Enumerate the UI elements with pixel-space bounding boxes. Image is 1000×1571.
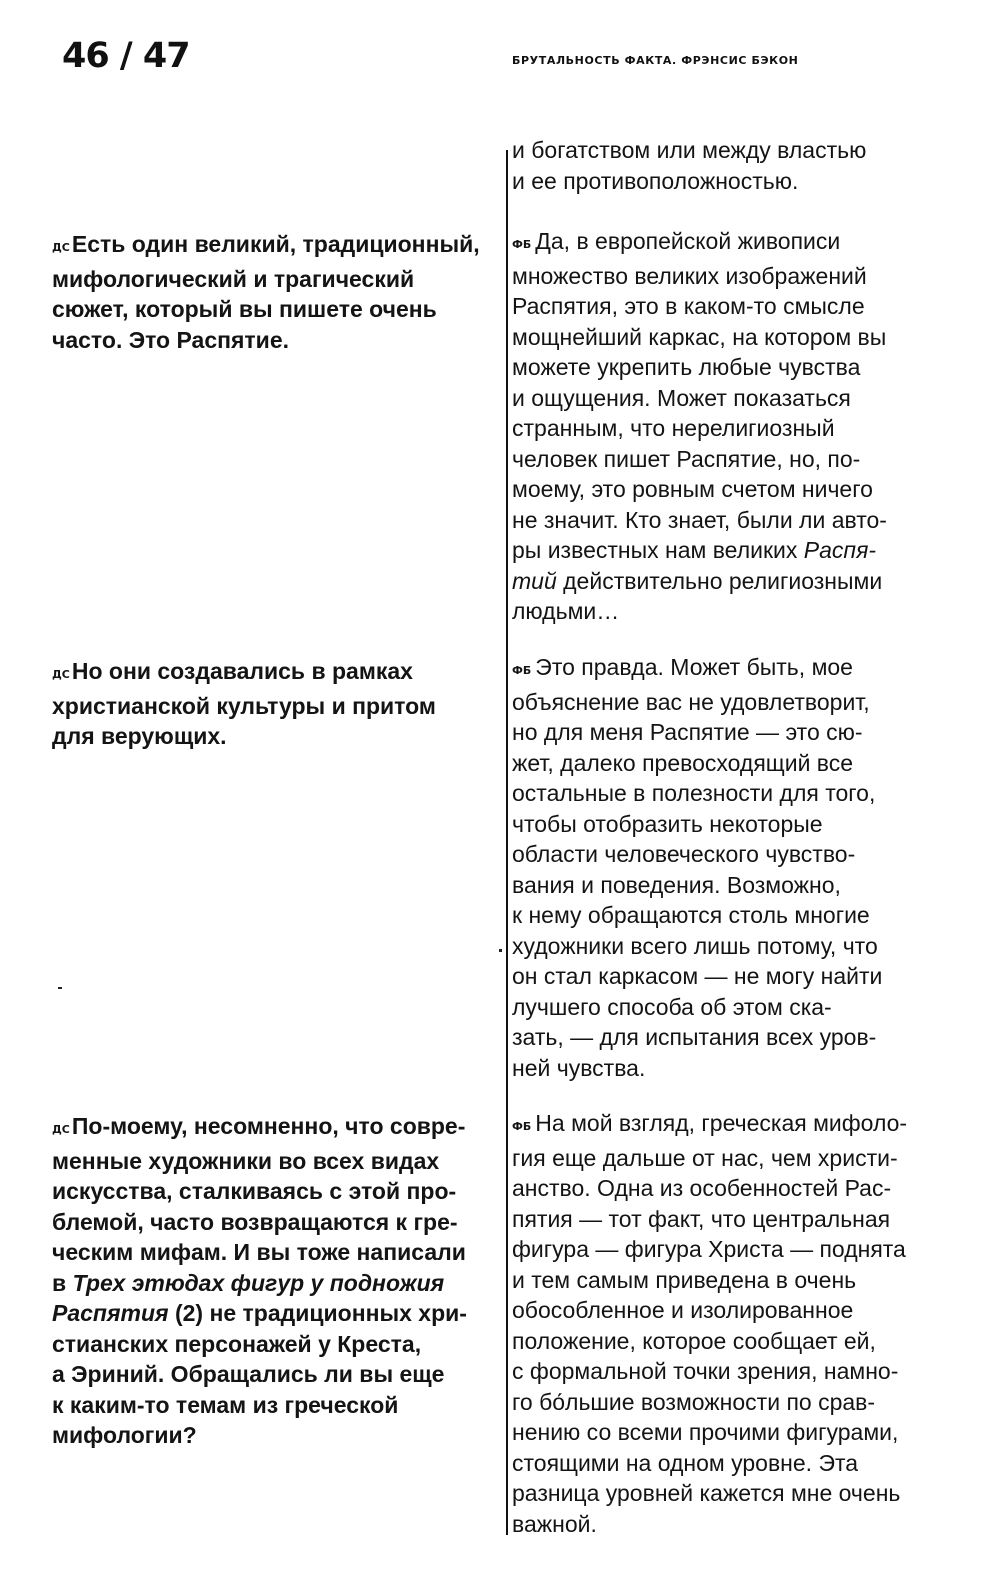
speaker-label-ds: ДС [52, 1123, 70, 1136]
question-3 [52, 1111, 502, 1451]
running-title: БРУТАЛЬНОСТЬ ФАКТА. ФРЭНСИС БЭКОН [512, 54, 799, 67]
question-3-text: По-моему, несомненно, что совре- менные художники во всех видах искусства, сталкиваясь с этой про- блемой, часто возвращаются к гре- ческим мифам. И вы тоже написали в [52, 1113, 466, 1296]
speaker-label-ds: ДС [52, 241, 70, 254]
answer-2-text: Это правда. Может быть, мое объяснение вас не удовлетворит, но для меня Распятие — это сю- жет, далеко превосходящий все остальные в полезности для того, чтобы отобразить некоторые области человеческого чувство- вания и поведения. Возможно, к нему обращаются столь многие художники всего лишь потому, что он стал каркасом — не могу найти лучшего способа об этом ска- зать, — для испытания всех уров- ней чувства. [512, 654, 883, 1081]
question-3-text-end: (2) не традиционных хри- стианских персонажей у Креста, а Эриний. Обращались ли вы еще к каким-то темам из греческой мифологии? [52, 1300, 467, 1448]
answer-3-text: На мой взгляд, греческая мифоло- гия еще дальше от нас, чем христи- анство. Одна из особенностей Рас- пятия — тот факт, что центральная фигура — фигура Христа — поднята и тем самым приведена в очень обособленное и изолированное положение, которое сообщает ей, с формальной точки зрения, намно- го бо́льшие возможности по срав- нению со всеми прочими фигурами, стоящими на одном уровне. Эта разница уровней кажется мне очень важной. [512, 1110, 908, 1537]
answer-1-text: Да, в европейской живописи множество великих изображений Распятия, это в каком-то смысле мощнейший каркас, на котором вы можете укрепить любые чувства и ощущения. Может показаться странным, что нерелигиозный человек пишет Распятие, но, по- моему, это ровным счетом ничего не значит. Кто знает, были ли авто- ры известных нам великих [512, 228, 887, 563]
artwork-title: Трех этюдах фигур у подножия Распятия [52, 1269, 445, 1326]
speaker-label-ds: ДС [52, 668, 70, 681]
answer-3 [512, 1108, 982, 1539]
answer-carryover: и богатством или между властью и ее противоположностью. [512, 137, 867, 194]
question-2 [52, 656, 502, 752]
speaker-label-fb: ФБ [512, 664, 532, 677]
question-2-text: Но они создавались в рамках христианской культуры и притом для верующих. [52, 658, 436, 749]
answer-1-text-end: действительно религиозными людьми… [512, 567, 883, 624]
question-1-text: Есть один великий, традиционный, мифологический и трагический сюжет, который вы пишете очень часто. Это Распятие. [52, 231, 480, 353]
scan-speck [58, 987, 62, 989]
speaker-label-fb: ФБ [512, 238, 532, 251]
column-divider [506, 150, 508, 1535]
page-number: 46 / 47 [62, 36, 190, 76]
answer-2 [512, 652, 982, 1083]
speaker-label-fb: ФБ [512, 1120, 532, 1133]
scan-speck [499, 949, 502, 952]
answer-1-italic: Распя- тий [512, 537, 877, 594]
answer-1 [512, 226, 982, 627]
question-1 [52, 229, 502, 355]
